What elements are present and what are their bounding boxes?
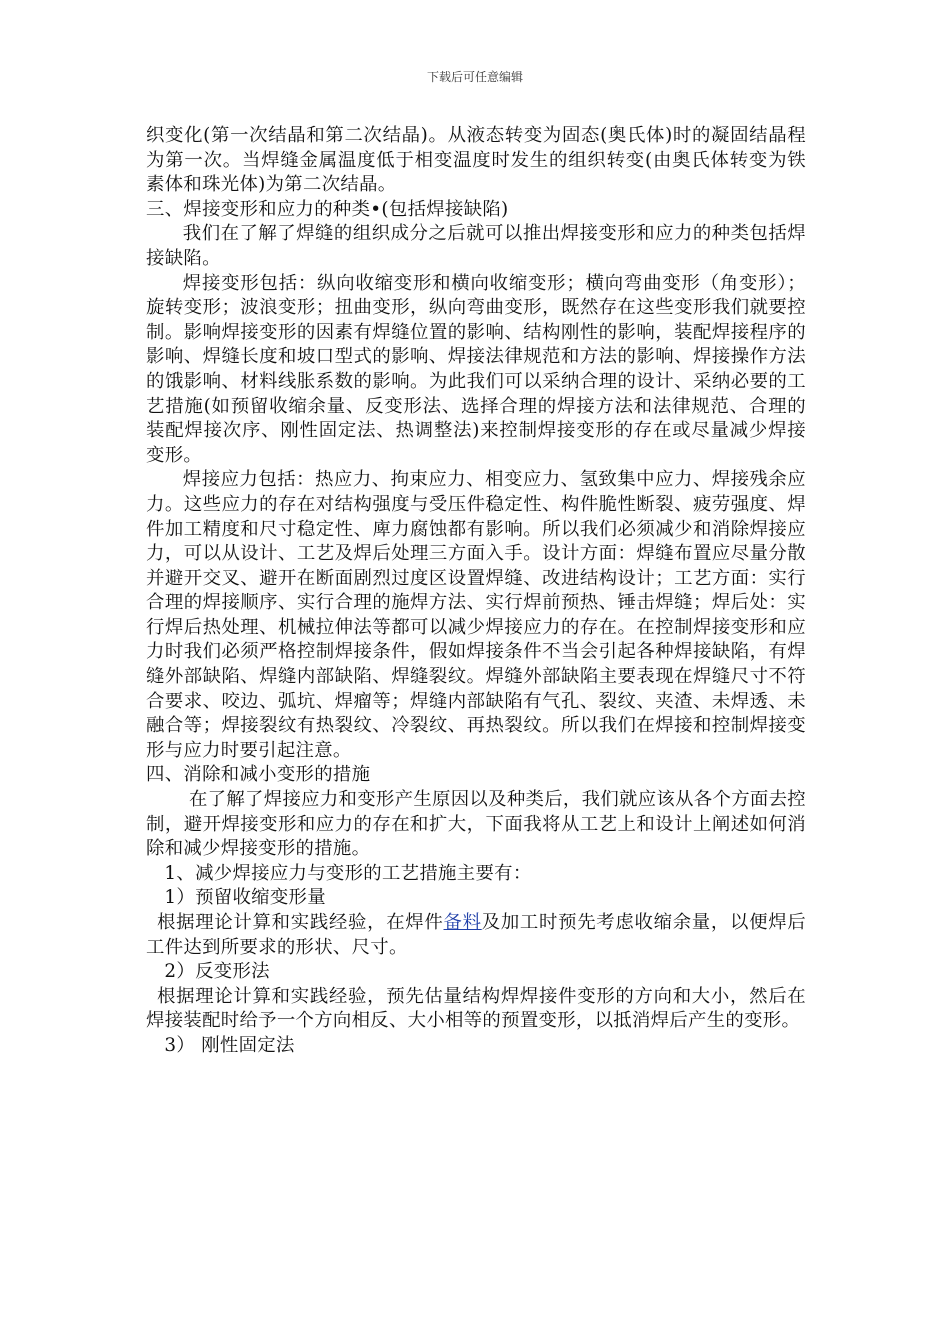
section-heading-4: 四、消除和减小变形的措施 [146,764,371,786]
subheading-process-measures: 1、减少焊接应力与变形的工艺措施主要有： [164,862,532,884]
subheading-rigid-fixing: 3） 刚性固定法 [164,1034,295,1056]
shrinkage-text-a: 根据理论计算和实践经验，在焊件 [157,912,444,933]
document-body [146,124,813,1059]
subheading-shrinkage: 1）预留收缩变形量 [164,887,326,909]
paragraph-reverse-deformation: 根据理论计算和实践经验，预先估量结构焊焊接件变形的方向和大小，然后在焊接装配时给予一个方向相反、大小相等的预置变形，以抵消焊后产生的变形。 [146,985,806,1032]
paragraph-shrinkage [146,911,813,960]
paragraph-stress: 焊接应力包括：热应力、拘束应力、相变应力、氢致集中应力、焊接残余应力。这些应力的存在对结构强度与受压件稳定性、构件脆性断裂、疲劳强度、焊件加工精度和尺寸稳定性、庳力腐蚀都有影响。所以我们必须减少和消除焊接应力，可以从设计、工艺及焊后处理三方面入手。设计方面：焊缝布置应尽量分散并避开交叉、避开在断面剧烈过度区设置焊缝、改进结构设计；工艺方面：实行合理的焊接顺序、实行合理的施焊方法、实行焊前预热、锤击焊缝；焊后处：实行焊后热处理、机械拉伸法等都可以减少焊接应力的存在。在控制焊接变形和应力时我们必须严格控制焊接条件，假如焊接条件不当会引起各种焊接缺陷，有焊缝外部缺陷、焊缝内部缺陷、焊缝裂纹。焊缝外部缺陷主要表现在焊缝尺寸不符合要求、咬边、弧坑、焊瘤等；焊缝内部缺陷有气孔、裂纹、夹渣、未焊透、未融合等；焊接裂纹有热裂纹、冷裂纹、再热裂纹。所以我们在焊接和控制焊接变形与应力时要引起注意。 [146,469,806,761]
material-link[interactable]: 备料 [443,912,482,933]
paragraph-intro: 我们在了解了焊缝的组织成分之后就可以推出焊接变形和应力的种类包括焊接缺陷。 [146,223,806,269]
subheading-reverse-deformation: 2）反变形法 [164,961,270,983]
paragraph-crystallization: 织变化(第一次结晶和第二次结晶)。从液态转变为固态(奥氏体)时的凝固结晶程为第一次。当焊缝金属温度低于相变温度时发生的组织转变(由奥氏体转变为铁素体和珠光体)为第二次结晶。 [146,125,806,196]
paragraph-deformation: 焊接变形包括：纵向收缩变形和横向收缩变形；横向弯曲变形（角变形）；旋转变形；波浪变形；扭曲变形，纵向弯曲变形，既然存在这些变形我们就要控制。影响焊接变形的因素有焊缝位置的影响、结构刚性的影响，装配焊接程序的影响、焊缝长度和坡口型式的影响、焊接法律规范和方法的影响、焊接操作方法的饿影响、材料线胀系数的影响。为此我们可以采纳合理的设计、采纳必要的工艺措施(如预留收缩余量、反变形法、选择合理的焊接方法和法律规范、合理的装配焊接次序、刚性固定法、热调整法)来控制焊接变形的存在或尽量减少焊接变形。 [146,272,806,466]
page-header: 下载后可任意编辑 [426,70,523,84]
section-heading-3: 三、焊接变形和应力的种类•(包括焊接缺陷) [146,198,509,220]
shrinkage-text-b: 及加工时预先考虑收缩余量，以便焊后 工件达到所要求的形状、尺寸。 [146,912,813,958]
paragraph-measures: 在了解了焊接应力和变形产生原因以及种类后，我们就应该从各个方面去控制，避开焊接变形和应力的存在和扩大，下面我将从工艺上和设计上阐述如何消除和减少焊接变形的措施。 [146,789,806,860]
